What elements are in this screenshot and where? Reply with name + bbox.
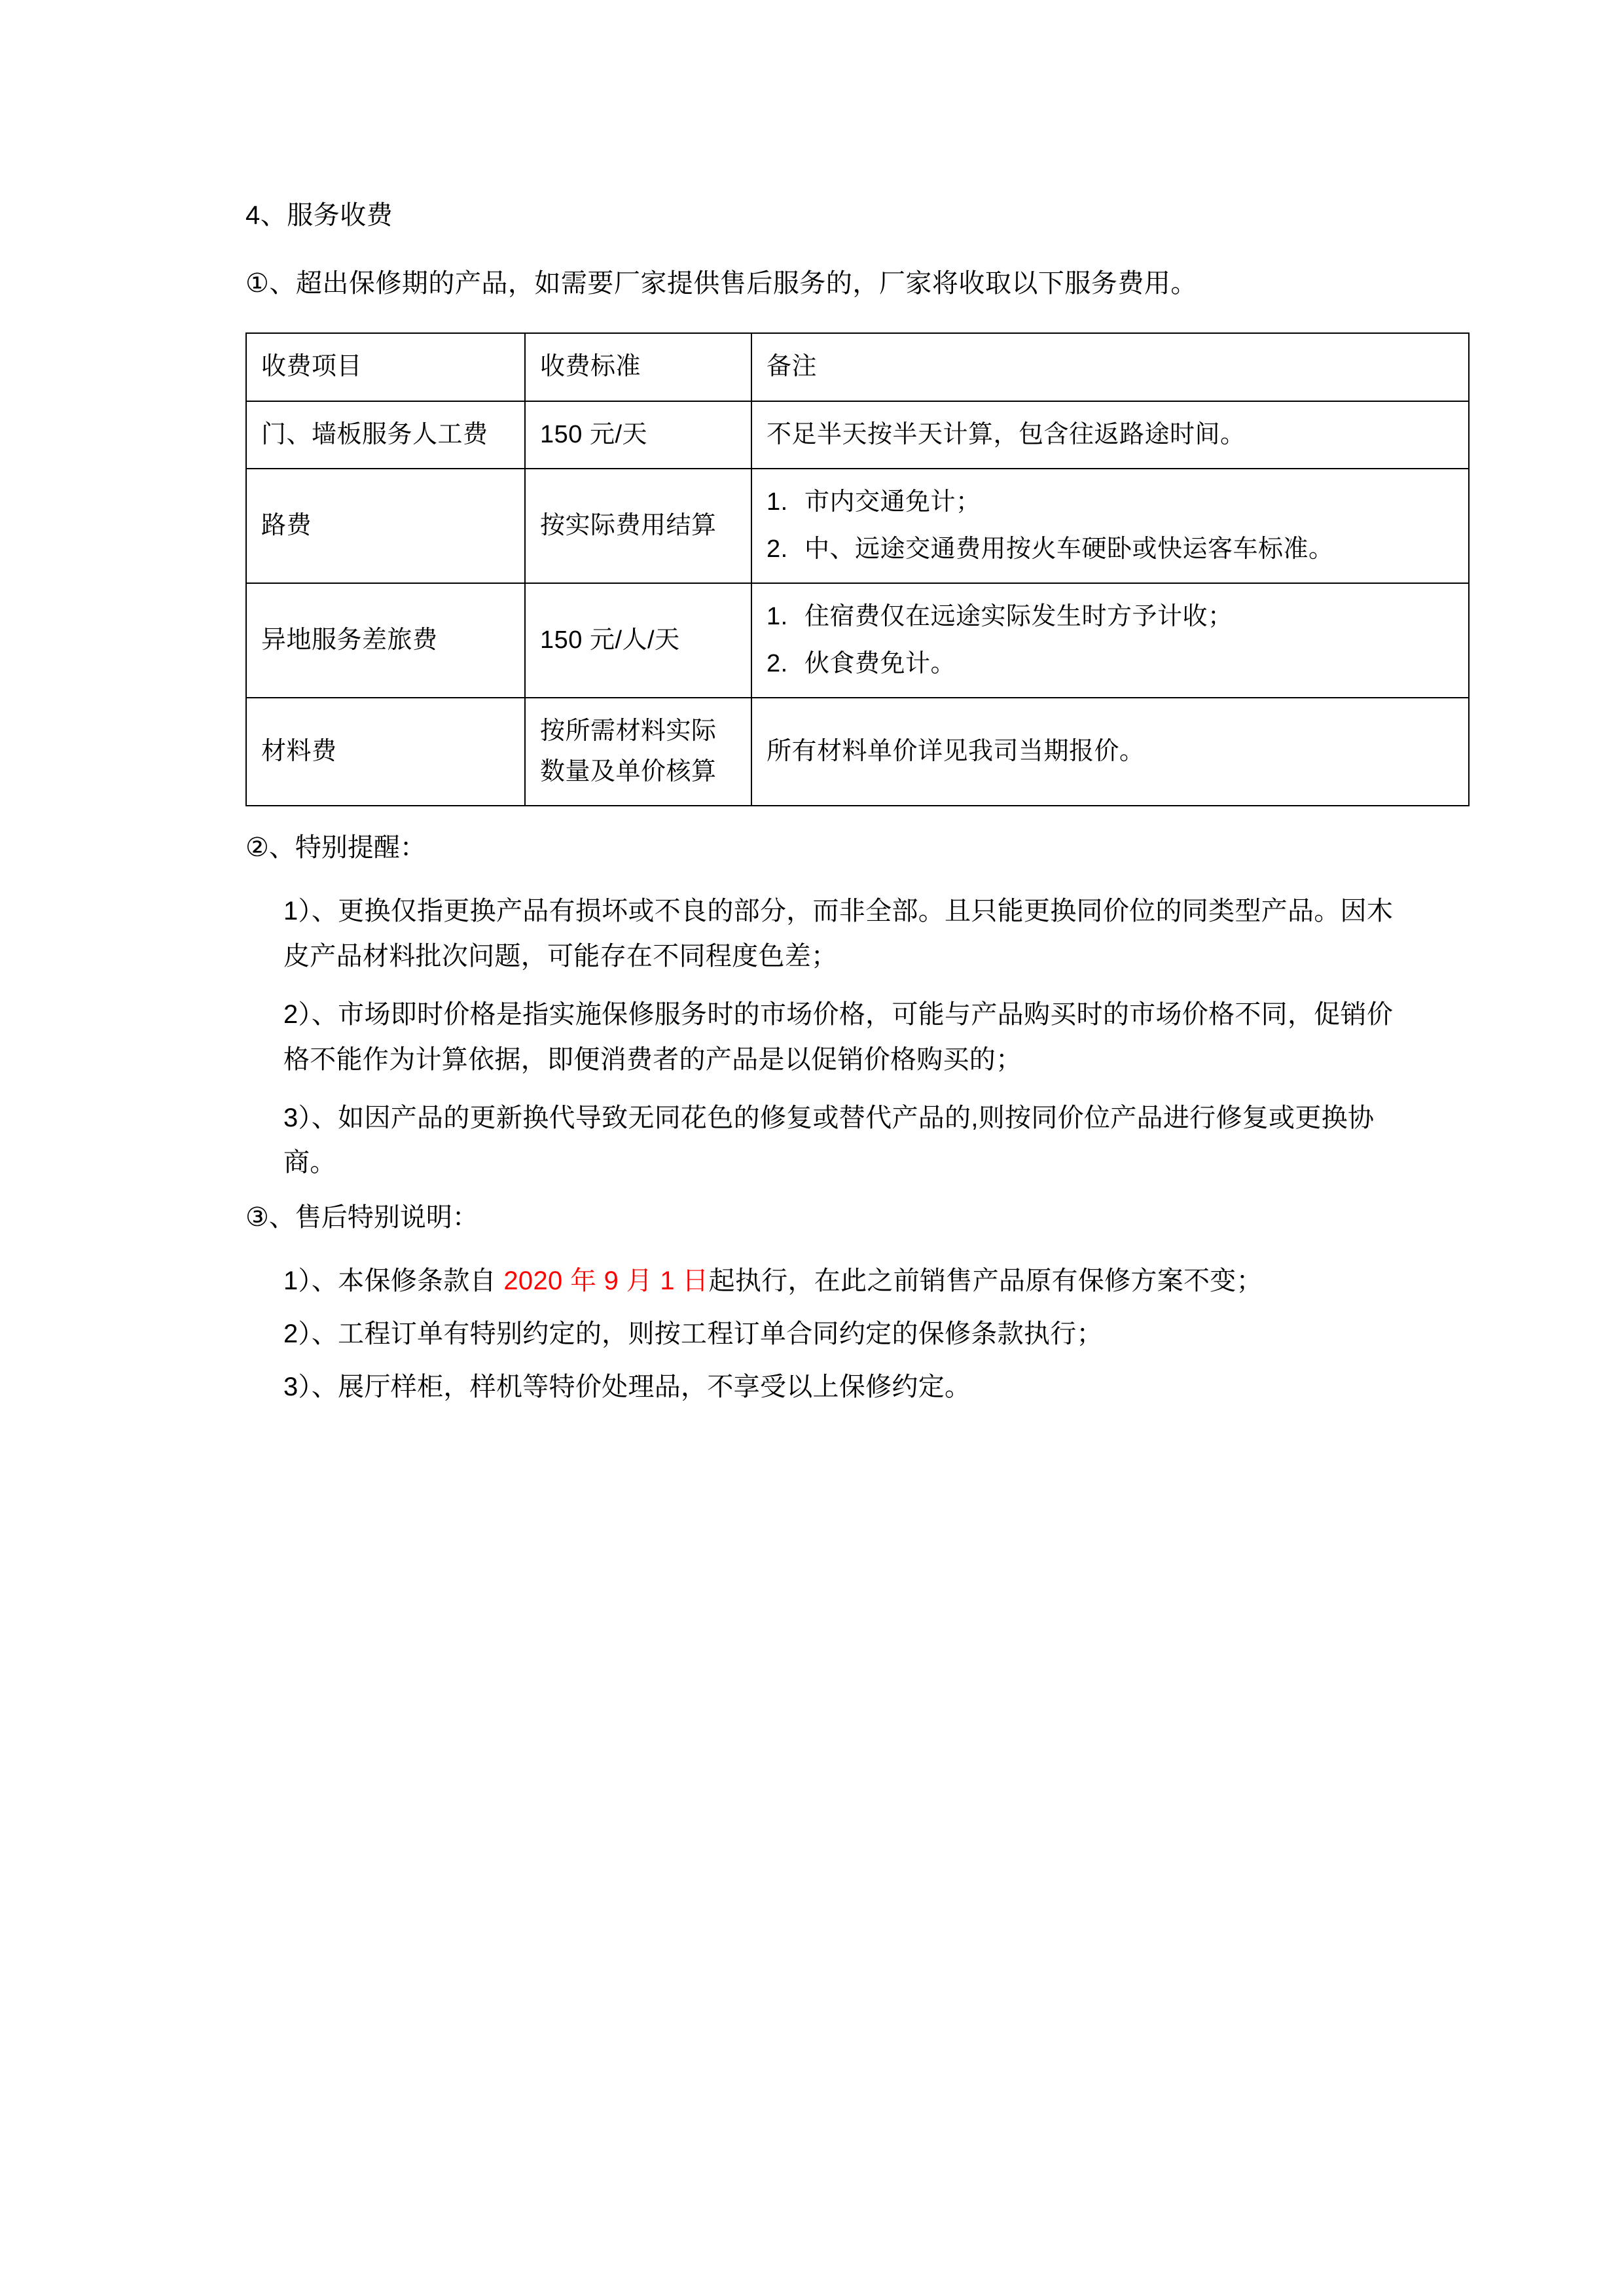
fee-standard: 按实际费用结算 <box>525 469 751 583</box>
note-list-item <box>767 482 1454 523</box>
reminder-item-1: 1）、更换仅指更换产品有损坏或不良的部分，而非全部。且只能更换同价位的同类型产品。因木皮产品材料批次问题，可能存在不同程度色差； <box>283 897 1394 971</box>
section-aftersales-label: ③、售后特别说明： <box>245 1203 478 1232</box>
table-row <box>246 469 1469 583</box>
fee-standard: 按所需材料实际数量及单价核算 <box>525 698 751 806</box>
note-list <box>767 482 1454 569</box>
list-text: 住宿费仅在远途实际发生时方予计收； <box>804 603 1233 631</box>
fee-item-name: 异地服务差旅费 <box>246 583 525 698</box>
table-row <box>246 583 1469 698</box>
note-list-item <box>767 644 1454 685</box>
fee-note <box>751 469 1469 583</box>
intro-paragraph: ①、超出保修期的产品，如需要厂家提供售后服务的，厂家将收取以下服务费用。 <box>245 269 1197 298</box>
fee-standard: 150 元/天 <box>525 401 751 469</box>
table-header-note: 备注 <box>751 333 1469 401</box>
note-list-item <box>767 529 1454 570</box>
aftersales-item-1 <box>245 1259 1408 1304</box>
reminder-item-2: 2）、市场即时价格是指实施保修服务时的市场价格，可能与产品购买时的市场价格不同，促销价格不能作为计算依据，即便消费者的产品是以促销价格购买的； <box>283 999 1394 1074</box>
aftersales-item-1-before: 1）、本保修条款自 <box>283 1266 504 1296</box>
list-text: 中、远途交通费用按火车硬卧或快运客车标准。 <box>804 535 1334 563</box>
section-special-reminder-label: ②、特别提醒： <box>245 833 426 863</box>
fee-standard: 150 元/人/天 <box>525 583 751 698</box>
list-text: 市内交通免计； <box>804 488 981 516</box>
page-title: 4、服务收费 <box>245 201 393 230</box>
aftersales-item-1-after: 起执行，在此之前销售产品原有保修方案不变； <box>708 1266 1263 1296</box>
service-fee-table <box>245 332 1470 806</box>
fee-item-name: 路费 <box>246 469 525 583</box>
list-marker: 1. <box>767 603 788 631</box>
table-header-item: 收费项目 <box>246 333 525 401</box>
fee-note: 不足半天按半天计算，包含往返路途时间。 <box>751 401 1469 469</box>
aftersales-item-3: 3）、展厅样柜，样机等特价处理品，不享受以上保修约定。 <box>283 1372 971 1401</box>
fee-note: 所有材料单价详见我司当期报价。 <box>751 698 1469 806</box>
note-list <box>767 597 1454 684</box>
table-header-row <box>246 333 1469 401</box>
list-text: 伙食费免计。 <box>804 649 956 677</box>
table-row <box>246 698 1469 806</box>
list-marker: 1. <box>767 488 788 516</box>
list-marker: 2. <box>767 535 788 563</box>
aftersales-item-2: 2）、工程订单有特别约定的，则按工程订单合同约定的保修条款执行； <box>283 1319 1103 1348</box>
table-row <box>246 401 1469 469</box>
reminder-item-3: 3）、如因产品的更新换代导致无同花色的修复或替代产品的,则按同价位产品进行修复或更换协商。 <box>283 1103 1375 1177</box>
note-list-item <box>767 597 1454 637</box>
list-marker: 2. <box>767 649 788 677</box>
fee-item-name: 材料费 <box>246 698 525 806</box>
fee-note <box>751 583 1469 698</box>
table-header-standard: 收费标准 <box>525 333 751 401</box>
effective-date: 2020 年 9 月 1 日 <box>503 1266 709 1296</box>
fee-item-name: 门、墙板服务人工费 <box>246 401 525 469</box>
